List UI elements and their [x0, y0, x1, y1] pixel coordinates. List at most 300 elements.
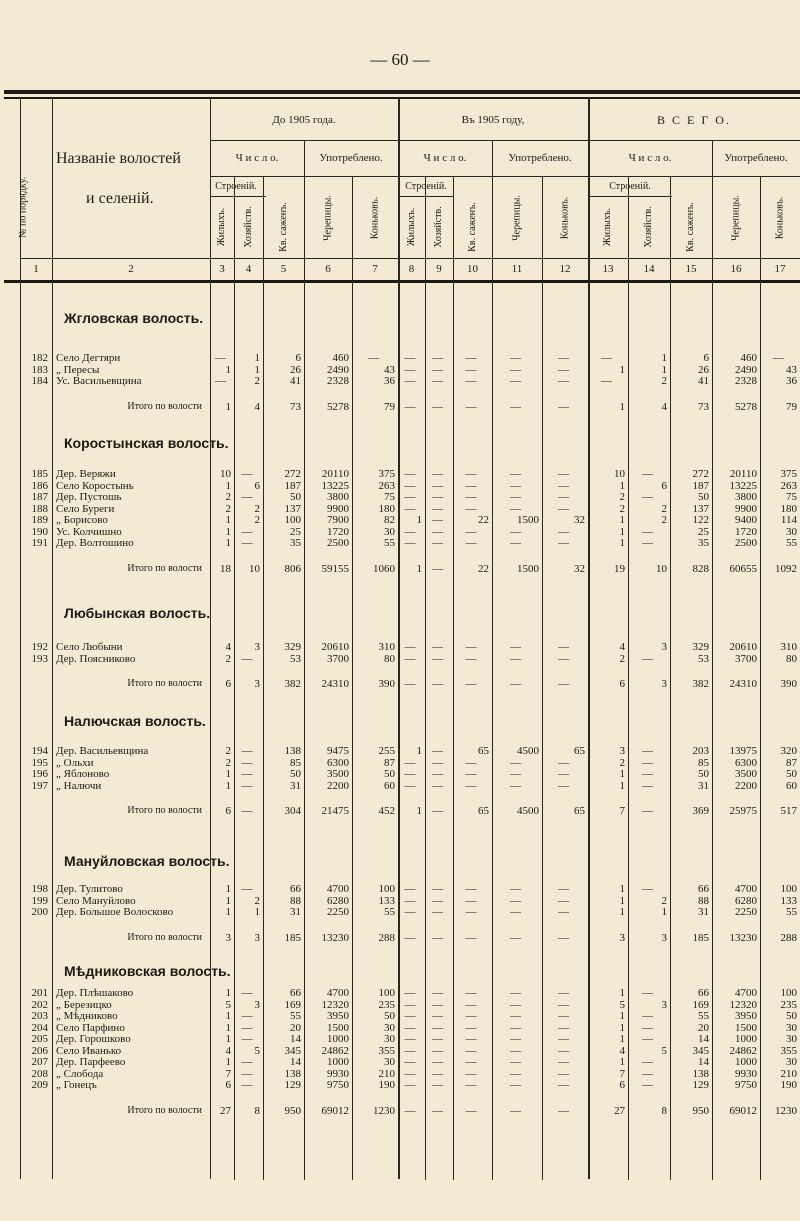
table-cell: 4	[619, 641, 625, 653]
table-cell: 41	[290, 375, 301, 387]
settlement-name: „ Мѣдниково	[56, 1010, 118, 1022]
table-cell: 41	[698, 375, 709, 387]
table-cell: 9400	[735, 514, 757, 526]
total-cell: 185	[284, 931, 301, 944]
table-cell: 263	[780, 479, 797, 492]
table-cell: 1	[254, 363, 260, 376]
col-header-number: № по порядку.	[17, 176, 29, 239]
table-cell: —	[432, 779, 443, 792]
total-cell: —	[404, 400, 416, 413]
settlement-name: Ус. Васильевщина	[56, 375, 142, 387]
total-cell: 806	[284, 562, 301, 575]
table-cell: 1	[225, 537, 231, 549]
table-cell: 2250	[735, 906, 757, 918]
table-cell: 2490	[327, 363, 349, 376]
table-cell: 1	[225, 894, 231, 907]
table-cell: —	[432, 883, 443, 895]
table-cell: 50	[384, 768, 395, 780]
total-cell: —	[432, 931, 443, 944]
subheader-zhilykh: Жилыхъ.	[405, 207, 417, 247]
row-number: 185	[31, 468, 48, 480]
total-label: Итого по волости	[127, 678, 202, 689]
table-cell: 7	[619, 1067, 625, 1080]
table-cell: —	[510, 1067, 521, 1080]
table-cell: 43	[786, 363, 797, 376]
table-cell: 138	[692, 1067, 709, 1080]
table-cell: —	[510, 1056, 521, 1068]
settlement-name: Дер. Парфеево	[56, 1056, 126, 1068]
table-cell: —	[558, 652, 569, 665]
total-cell: 1060	[373, 562, 395, 575]
table-cell: —	[432, 1010, 443, 1022]
row-number: 199	[31, 894, 48, 907]
group-header-1905: Въ 1905 году,	[461, 114, 525, 126]
table-cell: 6300	[327, 756, 349, 769]
table-cell: 1	[416, 514, 422, 526]
total-cell: 517	[780, 805, 797, 817]
total-cell: 59155	[321, 562, 349, 575]
total-cell: —	[404, 1104, 416, 1117]
table-cell: —	[510, 1021, 521, 1034]
table-cell: 100	[378, 987, 395, 999]
table-cell: 4	[225, 641, 231, 653]
table-cell: 2	[661, 502, 667, 515]
upotr-header-2: Употреблено.	[508, 152, 572, 164]
subheader-konkov: Коньковъ.	[559, 196, 570, 239]
table-cell: 20610	[321, 641, 349, 653]
settlement-name: Дер. Горошково	[56, 1033, 131, 1045]
table-cell: 329	[284, 641, 301, 653]
table-cell: —	[642, 883, 653, 895]
total-label: Итого по волости	[127, 1104, 202, 1116]
table-cell: 133	[780, 894, 797, 907]
table-cell: 138	[284, 1067, 301, 1080]
table-cell: 1	[661, 352, 667, 364]
table-cell: 20	[290, 1021, 301, 1034]
table-cell: 55	[290, 1010, 301, 1022]
total-cell: —	[432, 678, 443, 690]
header-bottom-rule	[4, 280, 800, 283]
table-cell: 3800	[735, 491, 757, 503]
table-cell: 320	[780, 745, 797, 757]
settlement-name: Дер. Волтошино	[56, 537, 134, 549]
settlement-name: Село Дегтяри	[56, 352, 121, 364]
table-cell: 5	[225, 998, 231, 1011]
table-cell: 255	[378, 745, 395, 757]
table-cell: —	[642, 987, 653, 999]
total-cell: 288	[780, 931, 797, 944]
table-cell: —	[215, 375, 226, 387]
table-cell: —	[558, 1056, 569, 1068]
table-cell: 1	[619, 1021, 625, 1034]
settlement-name: Дер. Поясниково	[56, 652, 136, 665]
table-cell: —	[432, 768, 443, 780]
table-cell: —	[642, 1079, 653, 1091]
table-cell: —	[465, 375, 477, 387]
table-cell: 263	[378, 479, 395, 492]
table-cell: —	[642, 525, 653, 538]
table-cell: —	[465, 1067, 477, 1080]
row-number: 188	[31, 502, 48, 515]
table-cell: 24862	[321, 1044, 349, 1057]
settlement-name: „ Слобода	[56, 1067, 104, 1080]
settlement-name: Село Буреги	[56, 502, 115, 515]
table-cell: —	[432, 906, 443, 918]
table-cell: 20110	[729, 468, 757, 480]
table-cell: 75	[384, 491, 395, 503]
table-cell: —	[404, 525, 416, 538]
total-cell: 828	[692, 562, 709, 575]
total-cell: 3	[661, 678, 667, 690]
total-cell: 73	[698, 400, 709, 413]
column-number: 13	[602, 263, 614, 275]
table-cell: 6	[661, 479, 667, 492]
table-cell: 1	[619, 906, 625, 918]
stroeniy-header-3: Строеній.	[609, 181, 651, 192]
table-cell: 187	[692, 479, 709, 492]
row-number: 207	[31, 1056, 48, 1068]
row-number: 189	[31, 514, 48, 526]
volost-title: Мѣдниковская волость.	[64, 963, 231, 979]
total-cell: 288	[378, 931, 395, 944]
table-cell: 1	[225, 883, 231, 895]
table-cell: —	[510, 537, 521, 549]
table-cell: 7900	[327, 514, 349, 526]
table-cell: 5	[619, 998, 625, 1011]
table-cell: 180	[780, 502, 797, 515]
settlement-name: Ус. Колчишно	[56, 525, 122, 538]
table-cell: 87	[384, 756, 395, 769]
table-cell: —	[404, 987, 416, 999]
subheader-zhilykh: Жилыхъ.	[602, 207, 613, 247]
table-cell: —	[558, 641, 569, 653]
table-cell: 6	[225, 1079, 231, 1091]
table-cell: —	[642, 1010, 653, 1022]
total-cell: 4	[254, 400, 260, 413]
table-cell: 30	[786, 525, 797, 538]
table-cell: 1	[619, 525, 625, 538]
table-cell: 345	[692, 1044, 709, 1057]
total-cell: 25975	[729, 805, 757, 817]
header-line	[210, 176, 800, 177]
table-cell: 1	[619, 363, 625, 376]
table-cell: —	[432, 491, 443, 503]
table-cell: 9930	[327, 1067, 349, 1080]
table-cell: —	[241, 745, 253, 757]
volost-title: Любынская волость.	[64, 605, 211, 621]
table-cell: —	[510, 479, 521, 492]
table-cell: 2	[225, 502, 231, 515]
table-cell: —	[510, 1033, 521, 1045]
column-number: 2	[128, 263, 134, 275]
table-cell: 1	[619, 779, 625, 792]
header-line	[210, 140, 800, 141]
table-cell: —	[558, 491, 569, 503]
table-cell: 26	[698, 363, 709, 376]
table-cell: —	[642, 1056, 653, 1068]
subheader-khozyaystv: Хозяйств.	[643, 206, 654, 248]
table-cell: —	[510, 987, 521, 999]
table-cell: —	[510, 502, 521, 515]
col-header-name-line1: Названіе волостей	[56, 150, 181, 167]
table-cell: —	[510, 998, 521, 1011]
total-cell: —	[404, 678, 416, 690]
table-cell: —	[432, 745, 443, 757]
table-cell: 80	[786, 652, 797, 665]
table-cell: —	[404, 1021, 416, 1034]
table-cell: —	[404, 502, 416, 515]
table-cell: 2328	[735, 375, 757, 387]
table-cell: —	[465, 779, 477, 792]
table-cell: —	[465, 987, 477, 999]
table-cell: 36	[384, 375, 395, 387]
table-cell: —	[465, 537, 477, 549]
chislo-header-3: Ч и с л о.	[628, 152, 672, 164]
table-cell: —	[432, 525, 443, 538]
total-cell: 382	[692, 678, 709, 690]
table-cell: 53	[698, 652, 709, 665]
table-cell: —	[465, 479, 477, 492]
table-cell: —	[241, 1079, 253, 1091]
table-cell: 3700	[327, 652, 349, 665]
total-cell: 24310	[321, 678, 349, 690]
table-cell: 2	[254, 894, 260, 907]
table-cell: —	[404, 1044, 416, 1057]
table-cell: —	[241, 1010, 253, 1022]
table-cell: 87	[786, 756, 797, 769]
table-cell: 190	[378, 1079, 395, 1091]
col-header-name-line2: и селеній.	[86, 190, 154, 207]
table-cell: —	[558, 363, 569, 376]
settlement-name: Дер. Васильевщина	[56, 745, 149, 757]
total-cell: —	[558, 678, 569, 690]
table-cell: —	[404, 479, 416, 492]
table-cell: 10	[220, 468, 231, 480]
table-cell: —	[432, 375, 443, 387]
column-number: 9	[436, 263, 442, 275]
table-cell: 30	[384, 1033, 395, 1045]
total-cell: 8	[254, 1104, 260, 1117]
table-cell: 2	[661, 375, 667, 387]
subheader-zhilykh: Жилыхъ.	[216, 207, 227, 247]
table-cell: 1500	[517, 514, 539, 526]
table-cell: —	[642, 468, 653, 480]
settlement-name: „ Налючи	[56, 779, 102, 792]
settlement-name: Дер. Плѣшаково	[56, 987, 134, 999]
table-cell: 55	[384, 906, 395, 918]
table-cell: 30	[384, 1056, 395, 1068]
table-cell: —	[241, 768, 253, 780]
table-cell: 2	[254, 502, 260, 515]
table-cell: 3500	[327, 768, 349, 780]
row-number: 194	[31, 745, 48, 757]
table-cell: —	[465, 652, 477, 665]
table-cell: —	[558, 502, 569, 515]
total-cell: —	[432, 1104, 443, 1117]
total-cell: 304	[284, 805, 301, 817]
table-cell: —	[558, 883, 569, 895]
upotr-header-3: Употреблено.	[724, 152, 788, 164]
table-cell: —	[558, 1033, 569, 1045]
table-cell: 4	[619, 1044, 625, 1057]
table-cell: 6	[703, 352, 709, 364]
table-cell: 20110	[321, 468, 349, 480]
table-cell: 30	[384, 1021, 395, 1034]
table-cell: 31	[290, 906, 301, 918]
table-cell: —	[241, 491, 253, 503]
table-cell: 3800	[327, 491, 349, 503]
table-cell: —	[558, 525, 569, 538]
table-cell: —	[404, 779, 416, 792]
column-number: 6	[325, 263, 331, 275]
table-cell: 187	[284, 479, 301, 492]
table-cell: —	[404, 352, 416, 364]
table-cell: 3950	[327, 1010, 349, 1022]
top-rule-thin	[4, 97, 800, 99]
table-cell: —	[215, 352, 226, 364]
total-cell: —	[510, 1104, 521, 1117]
table-cell: —	[432, 641, 443, 653]
settlement-name: Село Парфино	[56, 1021, 125, 1034]
column-number: 10	[467, 263, 478, 275]
table-cell: 1	[619, 479, 625, 492]
table-cell: —	[404, 375, 416, 387]
total-cell: 27	[220, 1104, 231, 1117]
table-cell: —	[642, 779, 653, 792]
table-cell: —	[432, 998, 443, 1011]
row-number: 190	[31, 525, 48, 538]
table-cell: 66	[698, 987, 709, 999]
table-cell: 2	[225, 745, 231, 757]
table-cell: 2490	[735, 363, 757, 376]
table-cell: 169	[284, 998, 301, 1011]
total-cell: 5278	[327, 400, 349, 413]
table-cell: —	[601, 352, 612, 364]
table-cell: 3950	[735, 1010, 757, 1022]
total-cell: 369	[692, 805, 709, 817]
table-cell: 1	[661, 363, 667, 376]
table-cell: 2500	[735, 537, 757, 549]
table-cell: 3500	[735, 768, 757, 780]
settlement-name: „ Ольхи	[56, 756, 94, 769]
column-number: 17	[774, 263, 786, 275]
table-cell: —	[432, 1021, 443, 1034]
table-cell: —	[432, 652, 443, 665]
row-number: 192	[31, 641, 48, 653]
total-label: Итого по волости	[127, 931, 202, 943]
total-cell: —	[558, 400, 569, 413]
table-cell: 6280	[735, 894, 757, 907]
table-cell: —	[404, 906, 416, 918]
table-cell: 1	[225, 363, 231, 376]
table-cell: 1	[619, 883, 625, 895]
group-header-total: В С Е Г О.	[657, 113, 731, 127]
table-cell: 235	[780, 998, 797, 1011]
table-cell: 6280	[327, 894, 349, 907]
table-cell: —	[404, 883, 416, 895]
subheader-khozyaystv: Хозяйств.	[242, 206, 254, 248]
table-cell: 1	[254, 352, 260, 364]
total-cell: 10	[656, 562, 667, 575]
table-cell: 1720	[327, 525, 349, 538]
table-cell: 210	[378, 1067, 395, 1080]
table-cell: 1	[619, 537, 625, 549]
table-cell: 100	[284, 514, 301, 526]
table-cell: 1720	[735, 525, 757, 538]
table-cell: —	[465, 525, 477, 538]
table-cell: 129	[284, 1079, 301, 1091]
settlement-name: „ Яблоново	[56, 768, 110, 780]
table-cell: 85	[290, 756, 301, 769]
table-cell: 310	[780, 641, 797, 653]
table-cell: —	[404, 468, 416, 480]
table-cell: 235	[378, 998, 395, 1011]
table-cell: —	[404, 1033, 416, 1045]
table-cell: —	[642, 652, 653, 665]
table-cell: 80	[384, 652, 395, 665]
table-cell: 1	[619, 514, 625, 526]
total-cell: —	[465, 400, 477, 413]
table-cell: —	[241, 779, 253, 792]
total-cell: 65	[574, 805, 585, 817]
table-cell: —	[432, 479, 443, 492]
table-cell: 2	[225, 491, 231, 503]
table-cell: 25	[698, 525, 709, 538]
table-cell: —	[510, 641, 521, 653]
row-number: 186	[31, 479, 48, 492]
table-cell: 55	[786, 537, 797, 549]
total-cell: 390	[780, 678, 797, 690]
table-cell: —	[465, 1044, 477, 1057]
table-cell: —	[642, 745, 653, 757]
total-cell: 6	[225, 805, 231, 817]
table-cell: 14	[698, 1033, 709, 1045]
total-label: Итого по волости	[127, 400, 202, 412]
table-cell: 460	[740, 352, 757, 364]
table-cell: —	[432, 352, 443, 364]
column-number: 8	[408, 263, 415, 275]
table-cell: 12320	[321, 998, 349, 1011]
table-cell: —	[558, 1021, 569, 1034]
total-cell: 69012	[321, 1104, 349, 1117]
table-cell: 100	[780, 883, 797, 895]
row-number: 205	[31, 1033, 48, 1045]
column-number: 11	[511, 263, 523, 275]
subheader-konkov: Коньковъ.	[369, 196, 380, 239]
group-header-before-1905: До 1905 года.	[272, 114, 336, 126]
table-cell: —	[241, 883, 253, 895]
table-cell: —	[510, 652, 521, 665]
table-cell: —	[558, 894, 569, 907]
total-cell: 950	[692, 1104, 709, 1117]
table-cell: 137	[284, 502, 301, 515]
table-cell: —	[465, 756, 477, 769]
table-cell: 1	[225, 479, 231, 492]
total-cell: 21475	[321, 805, 349, 817]
table-cell: 2	[225, 756, 231, 769]
table-cell: 2	[661, 514, 667, 526]
table-cell: —	[558, 1010, 569, 1022]
table-cell: —	[510, 1010, 521, 1022]
table-cell: 1	[225, 1056, 231, 1068]
total-cell: —	[510, 931, 521, 944]
table-cell: 100	[378, 883, 395, 895]
table-cell: —	[404, 1010, 416, 1022]
table-cell: 6	[295, 352, 301, 364]
table-cell: 22	[478, 514, 489, 526]
table-cell: 460	[332, 352, 349, 364]
total-cell: 3	[661, 931, 667, 944]
